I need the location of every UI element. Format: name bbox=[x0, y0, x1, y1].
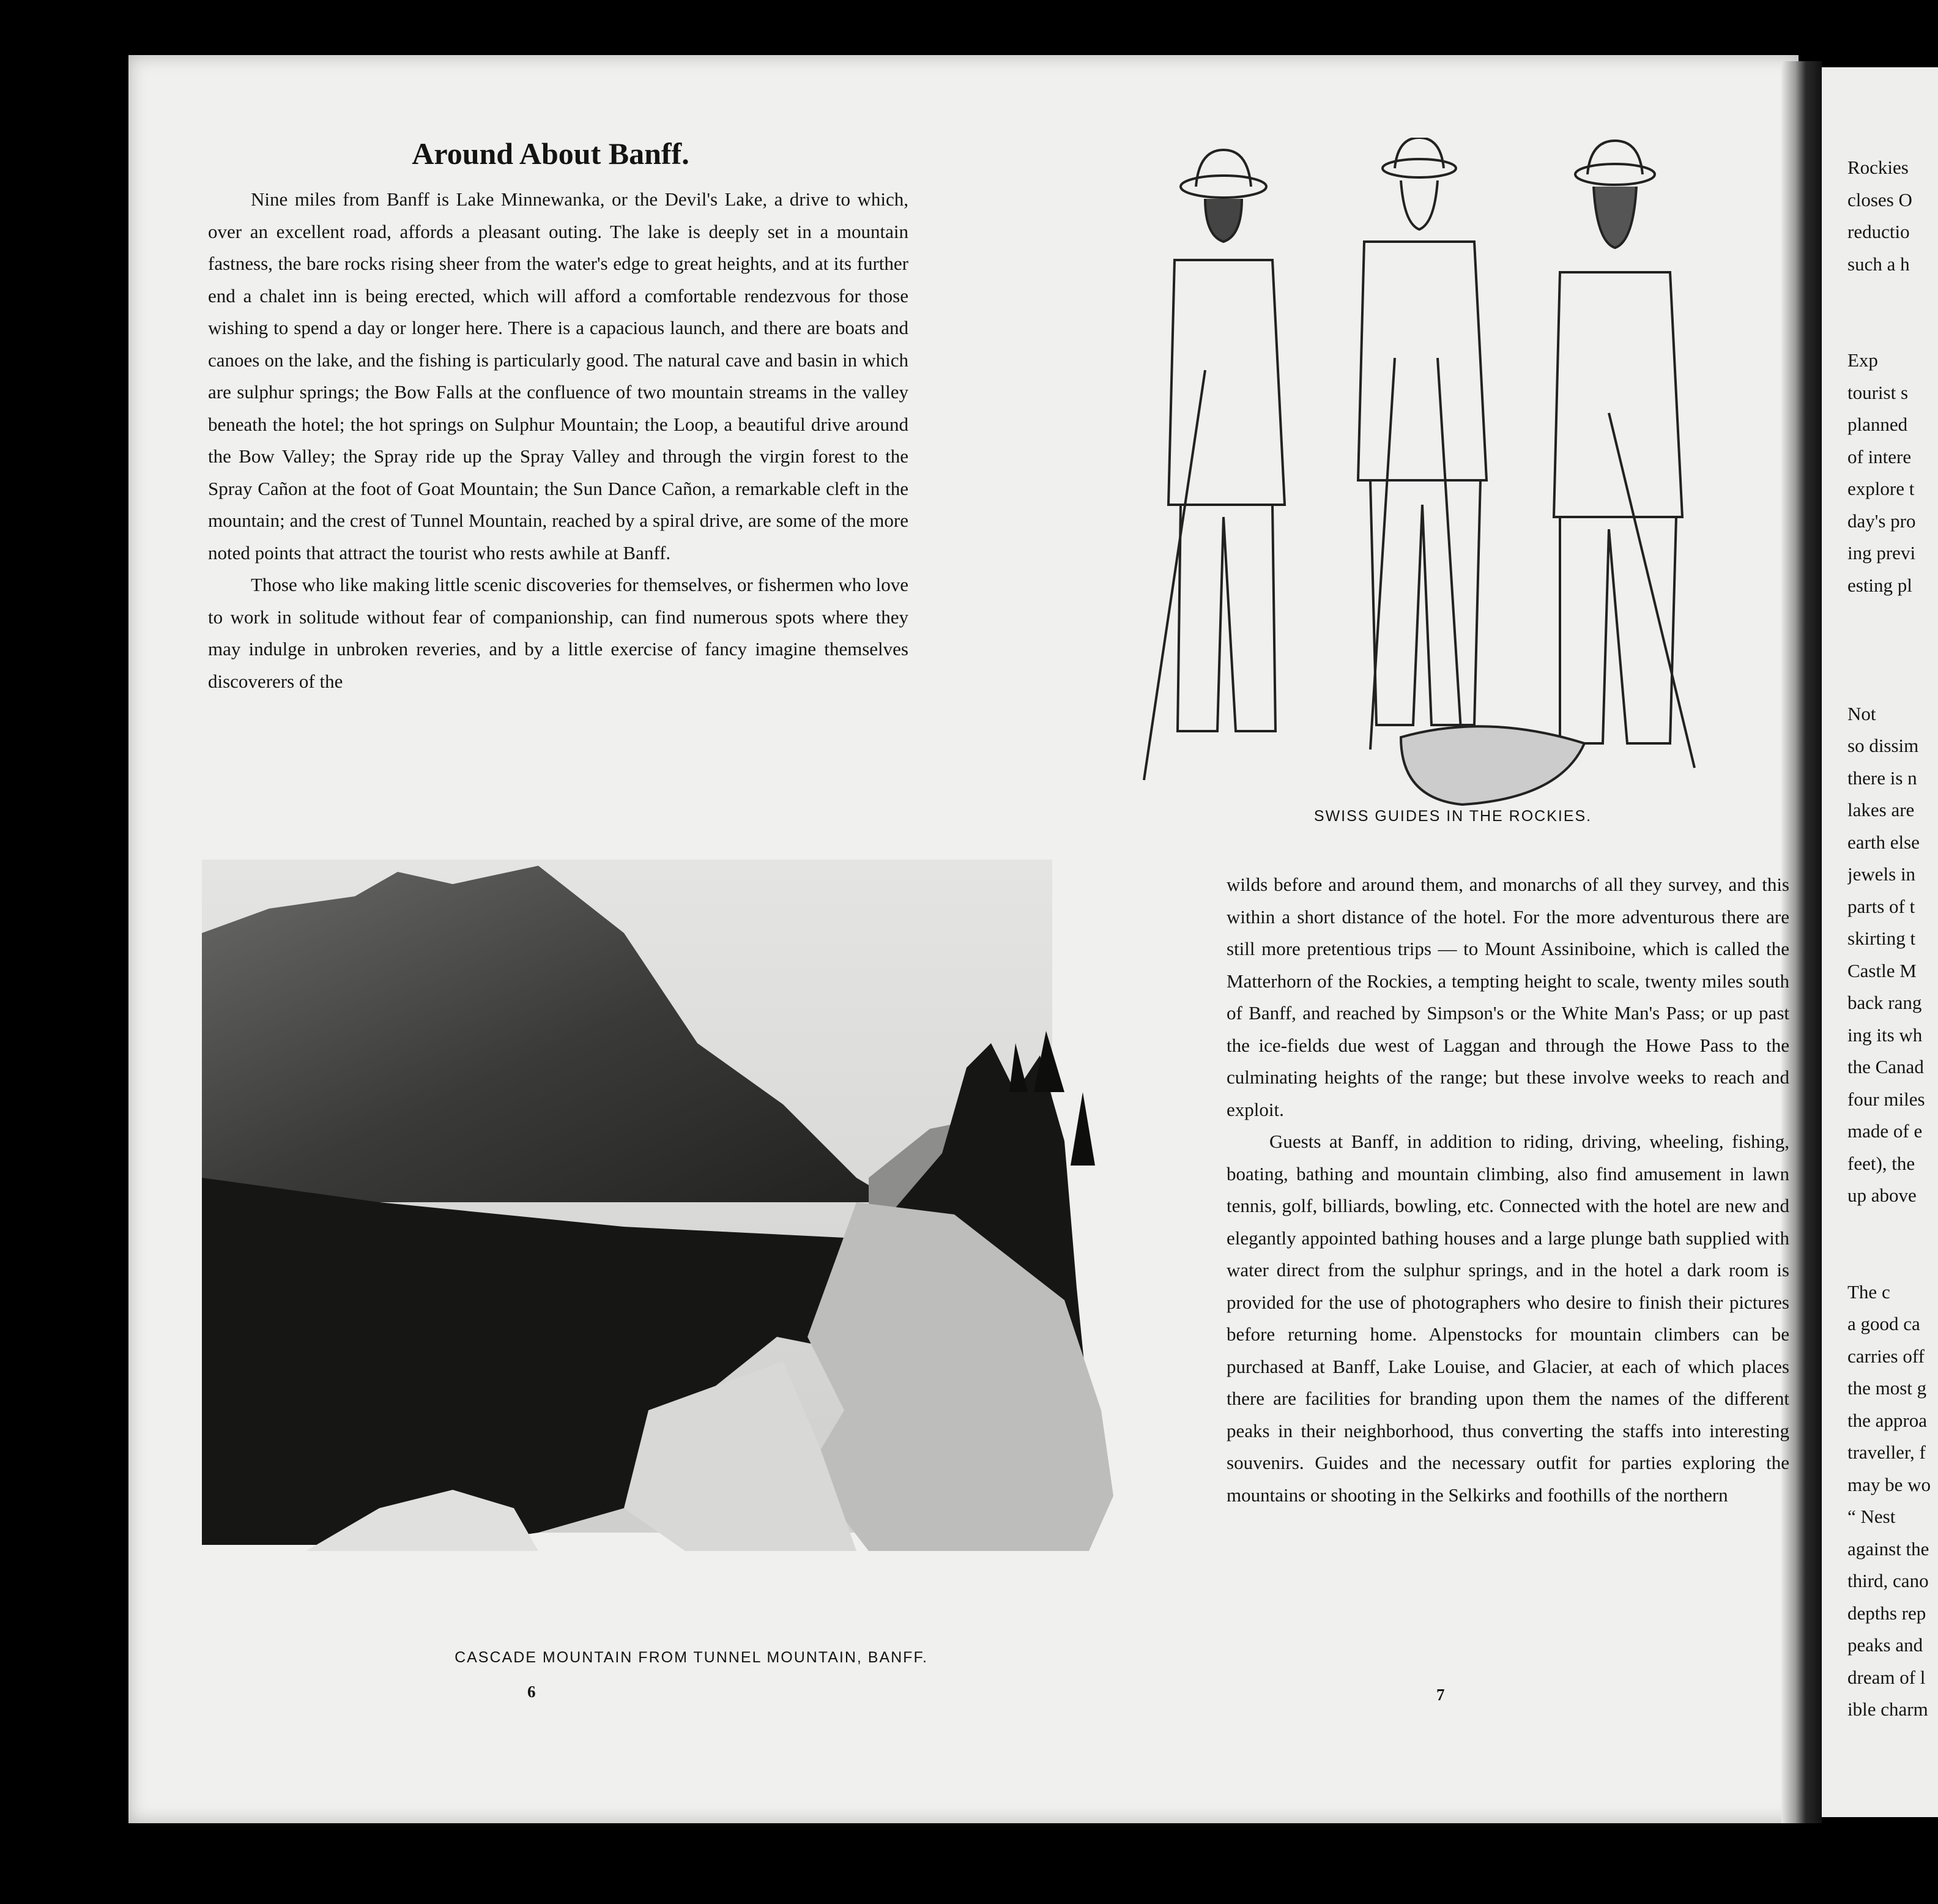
cropped-text-line: four miles bbox=[1847, 1088, 1925, 1110]
cropped-text-line: such a h bbox=[1847, 253, 1910, 275]
cropped-text-line bbox=[1847, 313, 1938, 345]
page-title: Around About Banff. bbox=[412, 136, 689, 171]
guide-figure-right bbox=[1554, 141, 1695, 768]
cropped-text-line: day's pro bbox=[1847, 510, 1916, 532]
cropped-text-line: ing its wh bbox=[1847, 1024, 1923, 1046]
cropped-text-line: of intere bbox=[1847, 445, 1912, 467]
cropped-text-line: the approa bbox=[1847, 1409, 1927, 1431]
cropped-text-line bbox=[1847, 1244, 1938, 1276]
cropped-text-line: against the bbox=[1847, 1538, 1929, 1560]
page-number: 6 bbox=[527, 1683, 536, 1701]
cropped-text-line: the most g bbox=[1847, 1377, 1927, 1399]
photo-caption: CASCADE MOUNTAIN FROM TUNNEL MOUNTAIN, BANFF. bbox=[455, 1649, 928, 1666]
page-number: 7 bbox=[1436, 1686, 1445, 1704]
swiss-guides-illustration bbox=[1119, 138, 1731, 829]
guide-figure-center bbox=[1358, 138, 1487, 749]
cropped-text-line: explore t bbox=[1847, 478, 1915, 499]
cropped-text-line: peaks and bbox=[1847, 1634, 1923, 1656]
cropped-text-line: may be wo bbox=[1847, 1473, 1931, 1495]
cropped-text-line: parts of t bbox=[1847, 895, 1915, 917]
paragraph: wilds before and around them, and monarchs of all they survey, and this within a short distance of the hotel. For the more adventurous there are still more pretentious trips — to Mount Assiniboine, which is called the Matterhorn of the Rockies, a tempting height to scale, twenty miles south of Banff, and reached by Simpson's or the White Man's Pass; or up past the ice-fields due west of Laggan and through the Howe Pass to the culminating heights of the range; but these involve weeks to reach and exploit. bbox=[1227, 874, 1789, 1120]
cropped-text-line: “ Nest bbox=[1847, 1506, 1896, 1527]
cropped-text-line: skirting t bbox=[1847, 928, 1916, 949]
paragraph: Nine miles from Banff is Lake Minnewanka, or the Devil's Lake, a drive to which, over an excellent road, affords a pleasant outing. The lake is deeply set in a mountain fastness, the bare rocks rising sheer from the water's edge to great heights, and at its further end a chalet inn is being erected, which will afford a comfortable rendezvous for those wishing to spend a day or longer here. There is a capacious launch, and there are boats and canoes on the lake, and the fishing is particularly good. The natural cave and basin in which are sulphur springs; the Bow Falls at the confluence of two mountain streams in the valley beneath the hotel; the hot springs on Sulphur Mountain; the Loop, a beautiful drive around the Bow Valley; the Spray ride up the Spray Valley and through the virgin forest to the Spray Cañon at the foot of Goat Mountain; the Sun Dance Cañon, a remarkable cleft in the mountain; and the crest of Tunnel Mountain, reached by a spiral drive, are some of the more noted points that attract the tourist who rests awhile at Banff. bbox=[208, 188, 908, 563]
cropped-text-line: Castle M bbox=[1847, 959, 1917, 981]
cropped-text-line: ing previ bbox=[1847, 542, 1916, 563]
cropped-text-line: Rockies bbox=[1847, 157, 1909, 178]
guides-caption: SWISS GUIDES IN THE ROCKIES. bbox=[1313, 808, 1592, 825]
cropped-text-line: depths rep bbox=[1847, 1602, 1926, 1624]
cascade-mountain-photo bbox=[196, 860, 1138, 1557]
text-column-right bbox=[1227, 869, 1789, 1511]
guide-figure-left bbox=[1144, 150, 1285, 780]
cropped-text-line: The c bbox=[1847, 1281, 1890, 1303]
cropped-text-line: a good ca bbox=[1847, 1313, 1920, 1334]
cropped-text-line: feet), the bbox=[1847, 1152, 1915, 1174]
cropped-text-line: esting pl bbox=[1847, 574, 1912, 596]
cropped-text-line bbox=[1847, 666, 1938, 698]
cropped-text-line: so dissim bbox=[1847, 735, 1919, 756]
cropped-text-line: earth else bbox=[1847, 831, 1920, 853]
cropped-text-line: reductio bbox=[1847, 221, 1910, 242]
paragraph: Those who like making little scenic discoveries for themselves, or fishermen who love to work in solitude without fear of companionship, can find numerous spots where they may indulge in unbroken reveries, and by a little exercise of fancy imagine themselves discoverers of the bbox=[208, 574, 908, 692]
cropped-text-line bbox=[1847, 601, 1938, 634]
cropped-text-line bbox=[1847, 280, 1938, 313]
text-column-cropped bbox=[1847, 152, 1938, 1726]
cropped-text-line: ible charm bbox=[1847, 1698, 1928, 1720]
cropped-text-line: made of e bbox=[1847, 1120, 1923, 1142]
cropped-text-line bbox=[1847, 1212, 1938, 1244]
cropped-text-line: jewels in bbox=[1847, 863, 1916, 885]
cropped-text-line: Exp bbox=[1847, 349, 1878, 371]
cropped-text-line bbox=[1847, 634, 1938, 666]
cropped-text-line: traveller, f bbox=[1847, 1441, 1926, 1463]
paragraph: Guests at Banff, in addition to riding, driving, wheeling, fishing, boating, bathing and mountain climbing, also find amusement in lawn tennis, golf, billiards, bowling, etc. Connected with the hotel are new and elegantly appointed bathing houses and a large plunge bath supplied with water direct from the sulphur springs, and in the hotel a dark room is provided for the use of photographers who desire to finish their pictures before returning home. Alpenstocks for mountain climbers can be purchased at Banff, Lake Louise, and Glacier, at each of which places there are facilities for branding upon them the names of the different peaks in their neighborhood, thus converting the staffs into interesting souvenirs. Guides and the necessary outfit for parties exploring the mountains or shooting in the Selkirks and foothills of the northern bbox=[1227, 1131, 1789, 1506]
cropped-text-line: back rang bbox=[1847, 992, 1922, 1013]
cropped-text-line: tourist s bbox=[1847, 381, 1909, 403]
cropped-text-line: the Canad bbox=[1847, 1056, 1924, 1077]
cropped-text-line: there is n bbox=[1847, 767, 1917, 789]
cropped-text-line: planned bbox=[1847, 414, 1908, 435]
cropped-text-line: closes O bbox=[1847, 188, 1912, 210]
cropped-text-line: lakes are bbox=[1847, 799, 1915, 820]
cropped-text-line: third, cano bbox=[1847, 1570, 1929, 1591]
text-column-left bbox=[208, 184, 908, 697]
cropped-text-line: carries off bbox=[1847, 1345, 1925, 1367]
cropped-text-line: up above bbox=[1847, 1184, 1917, 1206]
cropped-text-line: dream of l bbox=[1847, 1666, 1926, 1688]
cropped-text-line: Not bbox=[1847, 702, 1876, 724]
